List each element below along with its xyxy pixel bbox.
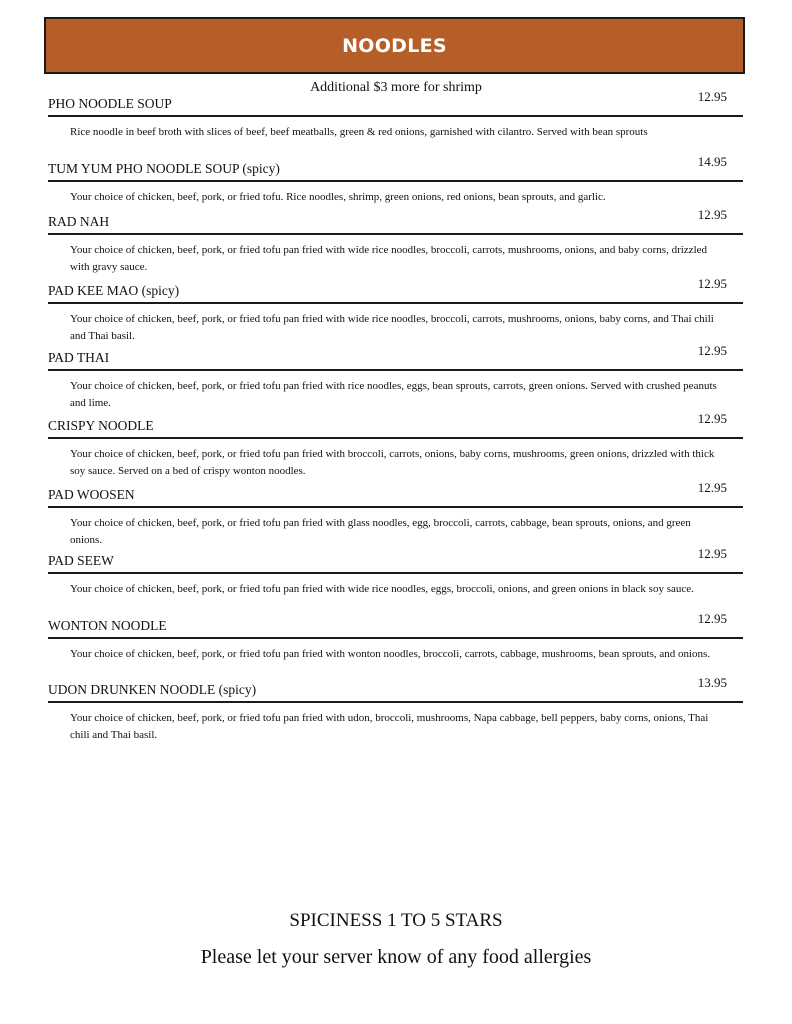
divider [48,302,743,304]
item-description: Your choice of chicken, beef, pork, or fried tofu pan fried with wide rice noodles, broccoli, carrots, mushrooms, onions, baby corns, and Thai chili and Thai basil. [70,313,714,342]
section-title: NOODLES [342,34,447,57]
shrimp-note: Additional $3 more for shrimp [310,80,482,95]
divider [48,701,743,703]
item-price: 12.95 [697,411,727,426]
item-description: Your choice of chicken, beef, pork, or fried tofu pan fried with udon, broccoli, mushrooms, Napa cabbage, bell peppers, baby corns, onions, Thai chili and Thai basil. [70,712,709,741]
item-name: CRISPY NOODLE [48,418,154,433]
item-name: UDON DRUNKEN NOODLE (spicy) [48,682,257,697]
item-description: Your choice of chicken, beef, pork, or fried tofu pan fried with wide rice noodles, eggs, broccoli, onions, and green onions in black soy sauce. [70,583,694,595]
item-price: 12.95 [697,207,727,222]
item-name: PAD KEE MAO (spicy) [48,283,180,298]
divider [48,115,743,117]
item-description: Your choice of chicken, beef, pork, or fried tofu. Rice noodles, shrimp, green onions, red onions, bean sprouts, and garlic. [70,191,606,203]
item-description: Your choice of chicken, beef, pork, or fried tofu pan fried with broccoli, carrots, onions, baby corns, mushrooms, green onions, drizzled with thick soy sauce. Served on a bed of crispy wonton noodles. [70,448,715,477]
item-description: Rice noodle in beef broth with slices of beef, beef meatballs, green & red onions, garnished with cilantro. Served with bean sprouts [70,126,648,138]
divider [48,437,743,439]
allergy-notice: Please let your server know of any food allergies [200,946,592,968]
divider [48,572,743,574]
divider [48,233,743,235]
item-price: 14.95 [697,154,727,169]
divider [48,637,743,639]
item-price: 12.95 [697,611,727,626]
item-description: Your choice of chicken, beef, pork, or fried tofu pan fried with glass noodles, egg, broccoli, carrots, cabbage, bean sprouts, onions, and green onions. [70,517,691,546]
item-name: TUM YUM PHO NOODLE SOUP (spicy) [48,161,280,176]
section-banner [44,17,745,74]
item-price: 13.95 [697,675,727,690]
item-name: RAD NAH [48,214,110,229]
item-name: PAD SEEW [48,553,114,568]
item-name: PAD WOOSEN [48,487,135,502]
item-description: Your choice of chicken, beef, pork, or fried tofu pan fried with wonton noodles, broccoli, carrots, cabbage, mushrooms, bean sprouts, and onions. [70,648,711,660]
item-price: 12.95 [697,546,727,561]
item-price: 12.95 [697,89,727,104]
divider [48,180,743,182]
divider [48,369,743,371]
item-price: 12.95 [697,480,727,495]
item-price: 12.95 [697,343,727,358]
item-description: Your choice of chicken, beef, pork, or fried tofu pan fried with wide rice noodles, broccoli, carrots, mushrooms, onions, and baby corns, drizzled with gravy sauce. [70,244,708,273]
item-name: PHO NOODLE SOUP [48,96,172,111]
item-description: Your choice of chicken, beef, pork, or fried tofu pan fried with rice noodles, eggs, bean sprouts, carrots, green onions. Served with crushed peanuts and lime. [70,380,717,409]
spiciness-note: SPICINESS 1 TO 5 STARS [289,910,503,931]
divider [48,506,743,508]
item-price: 12.95 [697,276,727,291]
item-name: WONTON NOODLE [48,618,167,633]
item-name: PAD THAI [48,350,110,365]
